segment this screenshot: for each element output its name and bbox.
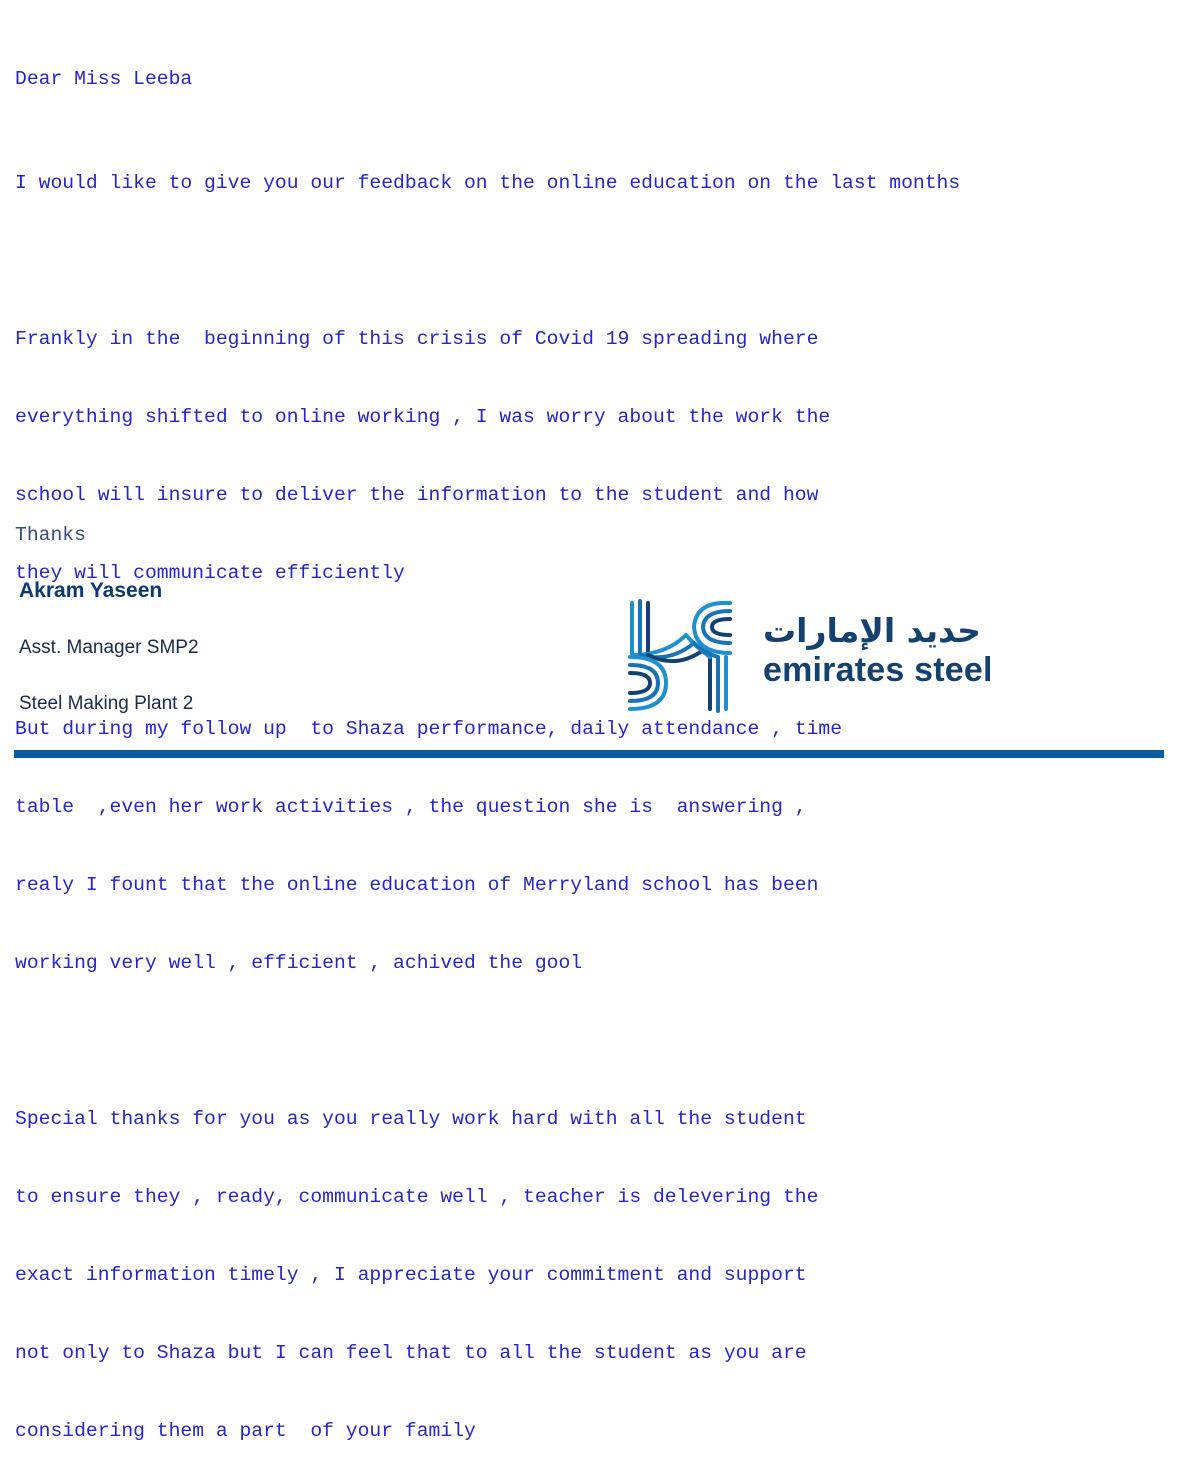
letter-body — [15, 14, 1165, 1470]
logo-english-text: emirates steel — [763, 651, 993, 689]
paragraph-2-line: realy I fount that the online education of Merryland school has been — [15, 874, 819, 896]
paragraph-3-line: to ensure they , ready, communicate well , teacher is delevering the — [15, 1186, 819, 1208]
paragraph-1-line: everything shifted to online working , I was worry about the work the — [15, 406, 831, 428]
salutation: Dear Miss Leeba — [15, 68, 193, 90]
paragraph-2-line: But during my follow up to Shaza performance, daily attendance , time — [15, 718, 843, 740]
paragraph-gap — [15, 248, 1165, 274]
signature-name: Akram Yaseen — [19, 579, 163, 602]
paragraph-1-line: Frankly in the beginning of this crisis of Covid 19 spreading where — [15, 328, 819, 350]
paragraph-2-line: working very well , efficient , achived the gool — [15, 952, 583, 974]
logo-arabic-text: حديد الإمارات — [763, 611, 981, 650]
signature-title: Asst. Manager SMP2 — [19, 637, 199, 658]
intro-line: I would like to give you our feedback on the online education on the last months — [15, 172, 961, 194]
paragraph-3-line: exact information timely , I appreciate your commitment and support — [15, 1264, 807, 1286]
paragraph-3-line: not only to Shaza but I can feel that to all the student as you are — [15, 1342, 807, 1364]
signature-department: Steel Making Plant 2 — [19, 693, 194, 714]
paragraph-3-line: considering them a part of your family — [15, 1420, 476, 1442]
footer-divider-bar — [14, 750, 1164, 758]
closing-thanks: Thanks — [15, 524, 86, 546]
paragraph-1-line: they will communicate efficiently — [15, 562, 405, 584]
paragraph-1-line: school will insure to deliver the information to the student and how — [15, 484, 819, 506]
paragraph-gap — [15, 1028, 1165, 1054]
paragraph-2-line: table ,even her work activities , the question she is answering , — [15, 796, 807, 818]
paragraph-3-line: Special thanks for you as you really work hard with all the student — [15, 1108, 807, 1130]
